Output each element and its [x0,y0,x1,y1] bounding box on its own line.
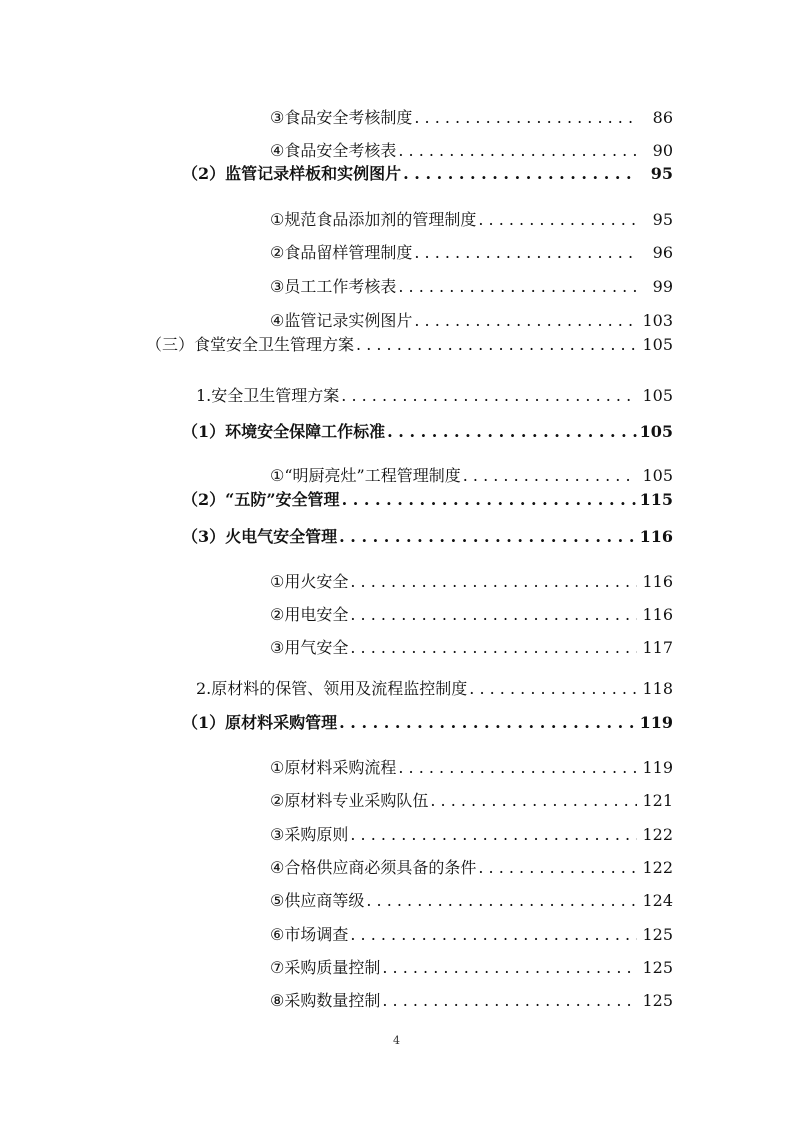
toc-entry-number: （1） [182,422,226,441]
toc-entry-page: 103 [642,311,673,330]
toc-leader-dots [339,712,637,734]
toc-entry-page: 119 [642,758,673,777]
toc-entry-page: 116 [642,572,673,591]
toc-entry-page: 117 [642,638,673,657]
toc-entry[interactable] [0,857,793,879]
toc-entry[interactable] [0,824,793,846]
toc-entry-page: 96 [652,243,673,262]
toc-entry-page: 99 [652,277,673,296]
toc-entry-page: 105 [639,422,673,441]
toc-entry-page: 118 [642,679,673,698]
toc-leader-dots [478,209,637,231]
toc-entry-page: 122 [642,825,673,844]
toc-entry-number: ① [270,466,285,485]
toc-entry-page: 95 [650,164,673,183]
toc-entry-title: 安全卫生管理方案 [211,386,340,405]
toc-entry-title: 市场调查 [284,925,349,944]
toc-entry-title: 环境安全保障工作标准 [225,422,386,441]
toc-entry-page: 105 [642,335,673,354]
toc-entry-title: 原材料专业采购队伍 [284,791,429,810]
toc-entry[interactable] [0,489,793,511]
toc-entry[interactable] [0,957,793,979]
toc-entry[interactable] [0,334,793,356]
toc-entry-page: 125 [642,925,673,944]
toc-entry[interactable] [0,757,793,779]
toc-entry-number: ⑤ [270,891,285,910]
toc-entry-title: 员工工作考核表 [284,277,397,296]
toc-leader-dots [350,571,637,593]
toc-entry-number: ④ [270,311,285,330]
toc-entry[interactable] [0,107,793,129]
toc-entry-title: 食品安全考核制度 [284,108,413,127]
toc-entry-page: 124 [642,891,673,910]
toc-entry[interactable] [0,571,793,593]
toc-entry-number: ⑧ [270,991,285,1010]
toc-entry-number: ④ [270,141,285,160]
toc-entry[interactable] [0,990,793,1012]
toc-entry-title: 采购原则 [284,825,349,844]
toc-entry[interactable] [0,163,793,185]
toc-entry-title: 用气安全 [284,638,349,657]
toc-entry-page: 86 [652,108,673,127]
toc-entry[interactable] [0,421,793,443]
toc-leader-dots [414,242,637,264]
toc-leader-dots [403,163,637,185]
toc-entry-title: 用电安全 [284,605,349,624]
toc-entry[interactable] [0,678,793,700]
toc-entry[interactable] [0,890,793,912]
toc-entry-number: （2） [182,164,226,183]
toc-entry-title: 监管记录样板和实例图片 [225,164,402,183]
toc-leader-dots [350,637,637,659]
toc-entry-page: 125 [642,958,673,977]
toc-entry-number: ② [270,243,285,262]
toc-entry-number: 1. [196,386,212,405]
toc-entry-title: 原材料的保管、领用及流程监控制度 [211,679,468,698]
page-number: 4 [393,1034,400,1047]
toc-leader-dots [398,276,637,298]
toc-entry-title: 供应商等级 [284,891,365,910]
toc-entry-page: 105 [642,386,673,405]
toc-entry-number: ① [270,210,285,229]
toc-entry-page: 121 [642,791,673,810]
toc-leader-dots [398,140,637,162]
toc-leader-dots [387,421,637,443]
toc-entry-number: ① [270,572,285,591]
toc-entry[interactable] [0,242,793,264]
toc-entry[interactable] [0,465,793,487]
toc-entry[interactable] [0,526,793,548]
toc-entry-number: ⑥ [270,925,285,944]
toc-leader-dots [382,990,637,1012]
toc-entry[interactable] [0,140,793,162]
toc-entry-number: （三） [146,335,195,354]
toc-entry[interactable] [0,924,793,946]
toc-leader-dots [398,757,637,779]
toc-entry-page: 115 [639,490,673,509]
toc-entry-number: ③ [270,825,285,844]
toc-entry[interactable] [0,385,793,407]
toc-entry-title: “明厨亮灶”工程管理制度 [284,466,461,485]
toc-entry[interactable] [0,310,793,332]
toc-entry-number: （1） [182,713,226,732]
toc-leader-dots [463,465,637,487]
toc-entry-page: 122 [642,858,673,877]
toc-entry-page: 95 [652,210,673,229]
toc-entry-title: 原材料采购流程 [284,758,397,777]
toc-entry[interactable] [0,604,793,626]
toc-entry-title: 用火安全 [284,572,349,591]
toc-leader-dots [350,924,637,946]
toc-leader-dots [414,107,637,129]
toc-entry-number: （2） [182,490,226,509]
toc-entry-title: 采购质量控制 [284,958,381,977]
toc-leader-dots [350,824,637,846]
toc-entry-number: ④ [270,858,285,877]
toc-entry-page: 125 [642,991,673,1010]
toc-entry-page: 90 [652,141,673,160]
toc-entry-title: 食堂安全卫生管理方案 [194,335,355,354]
toc-entry-number: ① [270,758,285,777]
toc-entry-number: ② [270,605,285,624]
toc-leader-dots [430,790,637,812]
toc-entry[interactable] [0,276,793,298]
toc-entry-number: ② [270,791,285,810]
toc-entry-title: 采购数量控制 [284,991,381,1010]
toc-entry-page: 116 [639,527,673,546]
toc-entry-title: 监管记录实例图片 [284,311,413,330]
toc-leader-dots [339,526,637,548]
toc-entry-title: 食品留样管理制度 [284,243,413,262]
toc-entry-number: ⑦ [270,958,285,977]
toc-entry-number: 2. [196,679,212,698]
toc-leader-dots [356,334,637,356]
toc-entry-title: “五防”安全管理 [225,490,340,509]
toc-leader-dots [350,604,637,626]
toc-entry-title: 火电气安全管理 [225,527,338,546]
toc-leader-dots [469,678,637,700]
toc-entry[interactable] [0,790,793,812]
toc-leader-dots [341,385,637,407]
toc-entry[interactable] [0,637,793,659]
toc-entry-number: ③ [270,638,285,657]
toc-leader-dots [342,489,637,511]
toc-leader-dots [478,857,637,879]
toc-entry-number: ③ [270,277,285,296]
toc-leader-dots [414,310,637,332]
toc-entry-title: 规范食品添加剂的管理制度 [284,210,477,229]
toc-entry[interactable] [0,209,793,231]
toc-leader-dots [382,957,637,979]
toc-entry-number: （3） [182,527,226,546]
toc-entry-page: 116 [642,605,673,624]
toc-entry-page: 119 [639,713,673,732]
toc-entry-title: 合格供应商必须具备的条件 [284,858,477,877]
toc-entry-title: 食品安全考核表 [284,141,397,160]
toc-entry-number: ③ [270,108,285,127]
toc-leader-dots [366,890,637,912]
toc-entry-page: 105 [642,466,673,485]
toc-entry-title: 原材料采购管理 [225,713,338,732]
toc-entry[interactable] [0,712,793,734]
